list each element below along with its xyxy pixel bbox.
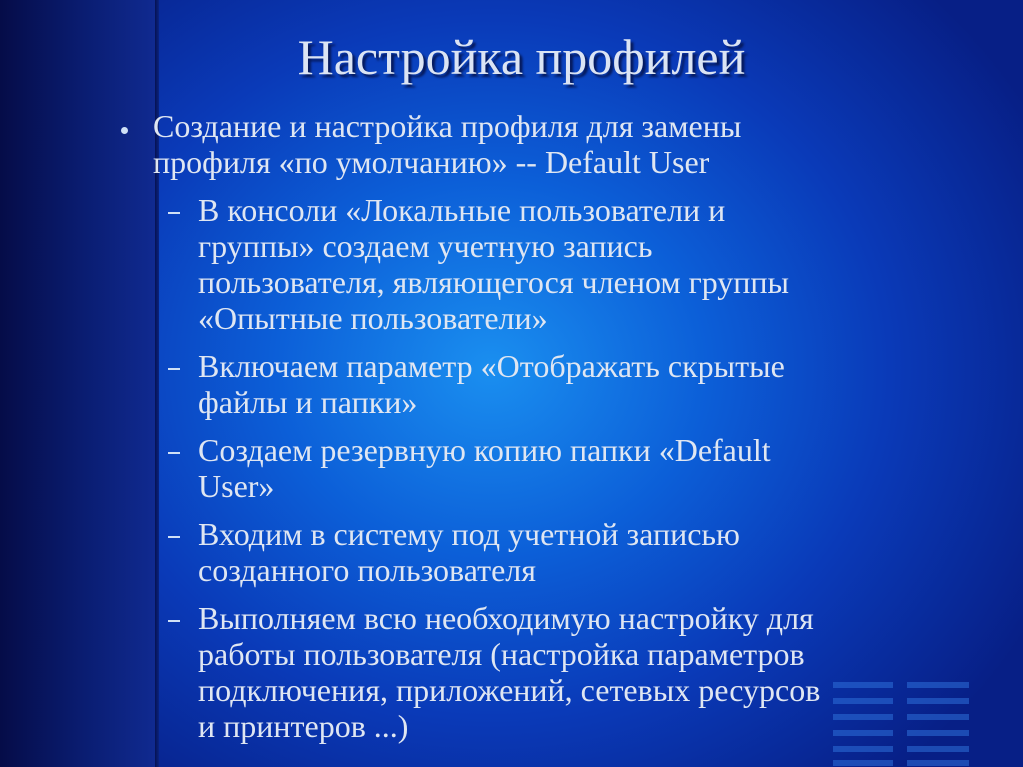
- subitem-2-line-1: Включаем параметр «Отображать скрытые: [198, 348, 785, 384]
- subitem-1-line-1: В консоли «Локальные пользователи и: [198, 192, 726, 228]
- left-dark-band: [0, 0, 155, 767]
- bullet-text-line-2: профиля «по умолчанию» -- Default User: [153, 144, 710, 180]
- subitem-4-line-1: Входим в систему под учетной записью: [198, 516, 740, 552]
- subitem-1-line-3: пользователя, являющегося членом группы: [198, 264, 790, 300]
- subitem-5-line-3: подключения, приложений, сетевых ресурсов: [198, 672, 821, 708]
- dash-icon: [168, 620, 180, 622]
- subitem-2-line-2: файлы и папки»: [198, 384, 418, 420]
- subitem-5-line-1: Выполняем всю необходимую настройку для: [198, 600, 814, 636]
- subitem-3-line-1: Создаем резервную копию папки «Default: [198, 432, 771, 468]
- dash-icon: [168, 368, 180, 370]
- subitem-5-line-2: работы пользователя (настройка параметров: [198, 636, 805, 672]
- subitem-3-line-2: User»: [198, 468, 275, 504]
- dash-icon: [168, 212, 180, 214]
- subitem-5-line-4: и принтеров ...): [198, 708, 409, 744]
- dash-icon: [168, 452, 180, 454]
- dash-icon: [168, 536, 180, 538]
- slide-title: Настройка профилей: [297, 29, 746, 85]
- bullet-dot-icon: [121, 127, 128, 134]
- subitem-1-line-4: «Опытные пользователи»: [198, 300, 548, 336]
- bullet-text-line-1: Создание и настройка профиля для замены: [153, 108, 742, 144]
- subitem-4-line-2: созданного пользователя: [198, 552, 536, 588]
- subitem-1-line-2: группы» создаем учетную запись: [198, 228, 653, 264]
- decorative-stripes: [833, 682, 973, 767]
